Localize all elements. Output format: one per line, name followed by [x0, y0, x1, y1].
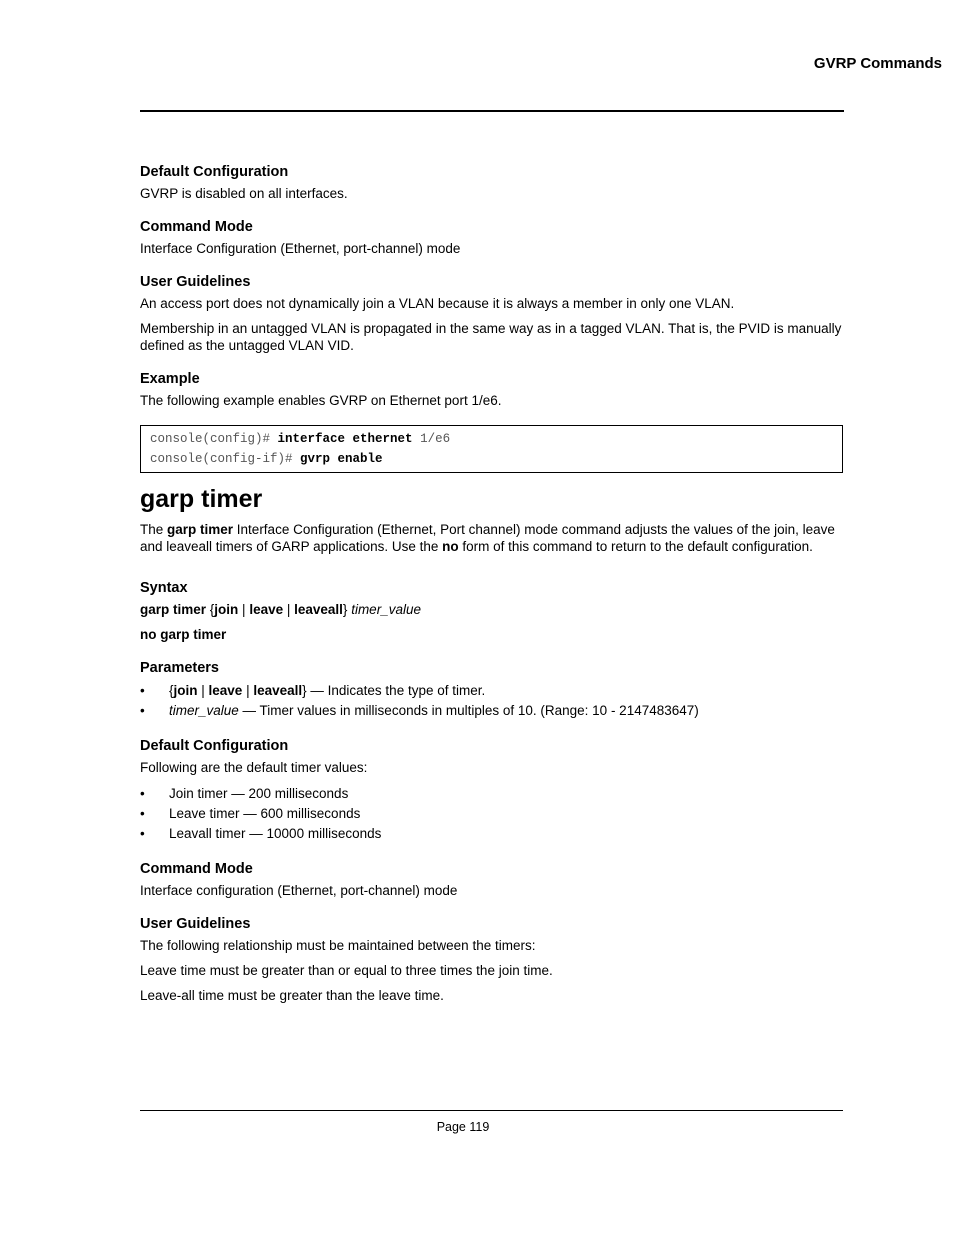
param-text: — Timer values in milliseconds in multiples of 10. (Range: 10 - 2147483647) [238, 703, 699, 718]
parameter-list [140, 681, 843, 721]
param-text: | [242, 683, 254, 698]
list-item [140, 784, 843, 804]
param-text: timer_value [169, 703, 239, 718]
section-heading: Command Mode [140, 861, 253, 877]
param-text: } — Indicates the type of timer. [302, 683, 486, 698]
intro-bold: garp timer [167, 522, 234, 537]
syntax-section [140, 579, 843, 643]
code-line [150, 449, 833, 469]
section-text: The following example enables GVRP on Ethernet port 1/e6. [140, 393, 502, 408]
intro-text: form of this command to return to the default configuration. [458, 539, 813, 554]
default-config-section [140, 737, 843, 844]
bullet: • [140, 806, 145, 821]
syntax-part: | [238, 602, 250, 617]
section-heading: Default Configuration [140, 164, 289, 180]
section-heading: User Guidelines [140, 916, 251, 932]
footer-divider [140, 1110, 843, 1111]
param-text: | [197, 683, 209, 698]
default-values-list [140, 784, 843, 844]
section-text: Leave-all time must be greater than the leave time. [140, 988, 444, 1003]
param-text: leave [208, 683, 243, 698]
running-header: GVRP Commands [813, 55, 942, 72]
page-content [140, 163, 843, 1020]
syntax-part: timer_value [351, 602, 421, 617]
user-guidelines-section [140, 273, 843, 354]
section-heading: Parameters [140, 660, 219, 676]
list-item [140, 824, 843, 844]
parameters-section [140, 659, 843, 721]
bullet: • [140, 703, 145, 718]
page-number: Page 119 [436, 1120, 490, 1134]
syntax-line [140, 626, 843, 643]
command-intro [140, 521, 843, 555]
bullet: • [140, 826, 145, 841]
code-argument: 1/e6 [412, 432, 451, 446]
syntax-part: no garp timer [140, 627, 227, 642]
section-text: An access port does not dynamically join a VLAN because it is always a member in only one VLAN. [140, 296, 735, 311]
user-guidelines-section [140, 915, 843, 1004]
section-text: Following are the default timer values: [140, 760, 368, 775]
code-prompt: console(config)# [150, 432, 278, 446]
section-text: GVRP is disabled on all interfaces. [140, 186, 348, 201]
code-line [150, 429, 833, 449]
syntax-part: garp timer [140, 602, 207, 617]
param-text: { [169, 683, 174, 698]
section-heading: User Guidelines [140, 274, 251, 290]
section-text: Leave time must be greater than or equal to three times the join time. [140, 963, 553, 978]
header-divider [140, 110, 844, 112]
command-mode-section [140, 860, 843, 899]
syntax-part: | [283, 602, 295, 617]
section-text: Interface configuration (Ethernet, port-channel) mode [140, 883, 458, 898]
list-item-text: Leave timer — 600 milliseconds [169, 806, 361, 821]
section-heading: Example [140, 371, 200, 387]
example-section [140, 370, 843, 473]
intro-text: The [140, 522, 168, 537]
code-command: interface ethernet [277, 432, 413, 446]
list-item-text: Join timer — 200 milliseconds [169, 786, 349, 801]
section-text: Membership in an untagged VLAN is propagated in the same way as in a tagged VLAN. That is, the PVID is manually defined as the untagged VLAN VID. [140, 321, 842, 353]
default-config-section [140, 163, 843, 202]
intro-text: Interface Configuration (Ethernet, Port channel) mode command adjusts the values of the join, leave and leaveall timers of GARP applications. Use the [140, 522, 835, 554]
param-text: leaveall [253, 683, 303, 698]
syntax-part: join [214, 602, 239, 617]
param-text: join [173, 683, 198, 698]
section-text: The following relationship must be maintained between the timers: [140, 938, 536, 953]
bullet: • [140, 786, 145, 801]
intro-bold: no [442, 539, 459, 554]
syntax-part: { [206, 602, 215, 617]
syntax-part: leave [249, 602, 284, 617]
section-heading: Command Mode [140, 219, 253, 235]
bullet: • [140, 683, 145, 698]
section-heading: Syntax [140, 580, 188, 596]
list-item [140, 681, 843, 701]
code-example-block [140, 425, 843, 473]
code-command: gvrp enable [300, 452, 383, 466]
section-heading: Default Configuration [140, 738, 289, 754]
code-prompt: console(config-if)# [150, 452, 301, 466]
list-item-text: Leavall timer — 10000 milliseconds [169, 826, 382, 841]
list-item [140, 804, 843, 824]
syntax-part: } [342, 602, 352, 617]
command-title: garp timer [140, 485, 263, 513]
syntax-line [140, 601, 843, 618]
command-mode-section [140, 218, 843, 257]
section-text: Interface Configuration (Ethernet, port-channel) mode [140, 241, 461, 256]
list-item [140, 701, 843, 721]
syntax-part: leaveall [294, 602, 343, 617]
